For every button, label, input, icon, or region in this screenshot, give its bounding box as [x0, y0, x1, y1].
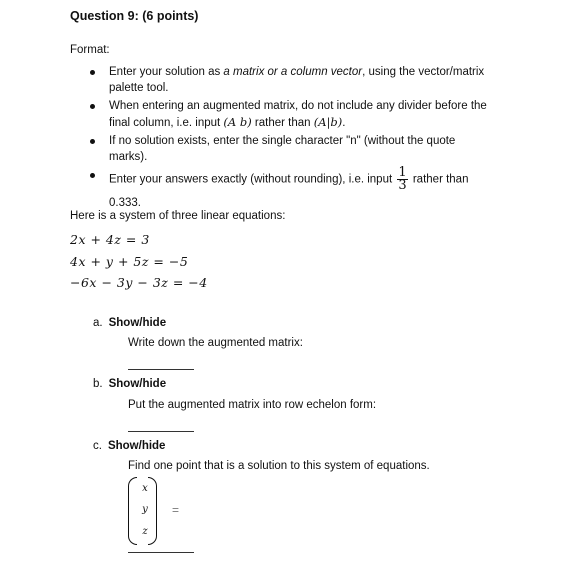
part-c-prompt: Find one point that is a solution to this system of equations. [128, 460, 430, 472]
format-instructions [70, 58, 490, 214]
equation-3: −6x − 3y − 3z = −4 [70, 275, 208, 290]
part-b-prompt: Put the augmented matrix into row echelon form: [128, 399, 377, 411]
solution-vector [128, 477, 188, 543]
left-paren [128, 477, 137, 545]
right-paren [148, 477, 157, 545]
part-b-header: b. Show/hide [93, 378, 167, 390]
part-a-header: a. Show/hide [93, 317, 167, 329]
part-c-toggle[interactable]: Show/hide [107, 440, 166, 452]
vector-var-x: x [142, 483, 148, 494]
vector-equals: = [172, 503, 180, 517]
part-b-toggle[interactable]: Show/hide [108, 378, 167, 390]
part-b-answer-field[interactable] [128, 431, 194, 432]
equation-1: 2x + 4z = 3 [70, 232, 150, 247]
instruction-item: Enter your answers exactly (without rounding), i.e. input $\frac{1}{3}$ rather than 0.333. [70, 167, 490, 214]
instruction-item: If no solution exists, enter the single character "n" (without the quote marks). [70, 133, 490, 165]
equation-2: 4x + y + 5z = −5 [70, 254, 189, 269]
part-a-prompt: Write down the augmented matrix: [128, 337, 303, 349]
part-c-answer-field[interactable] [128, 552, 194, 553]
question-title: Question 9: (6 points) [70, 9, 199, 23]
vector-var-y: y [142, 504, 148, 515]
part-c-header: c. Show/hide [93, 440, 166, 452]
part-a-answer-field[interactable] [128, 369, 194, 370]
instruction-item: When entering an augmented matrix, do not include any divider before the final column, i.e. input (A b) rather than (A|b). [70, 98, 490, 131]
instruction-item: Enter your solution as a matrix or a column vector, using the vector/matrix palette tool. [70, 64, 490, 96]
part-a-toggle[interactable]: Show/hide [108, 317, 167, 329]
fraction-one-third: $\frac{1}{3}$ [398, 165, 407, 193]
vector-var-z: z [142, 526, 148, 537]
format-label: Format: [70, 44, 110, 56]
system-intro: Here is a system of three linear equations: [70, 210, 286, 222]
